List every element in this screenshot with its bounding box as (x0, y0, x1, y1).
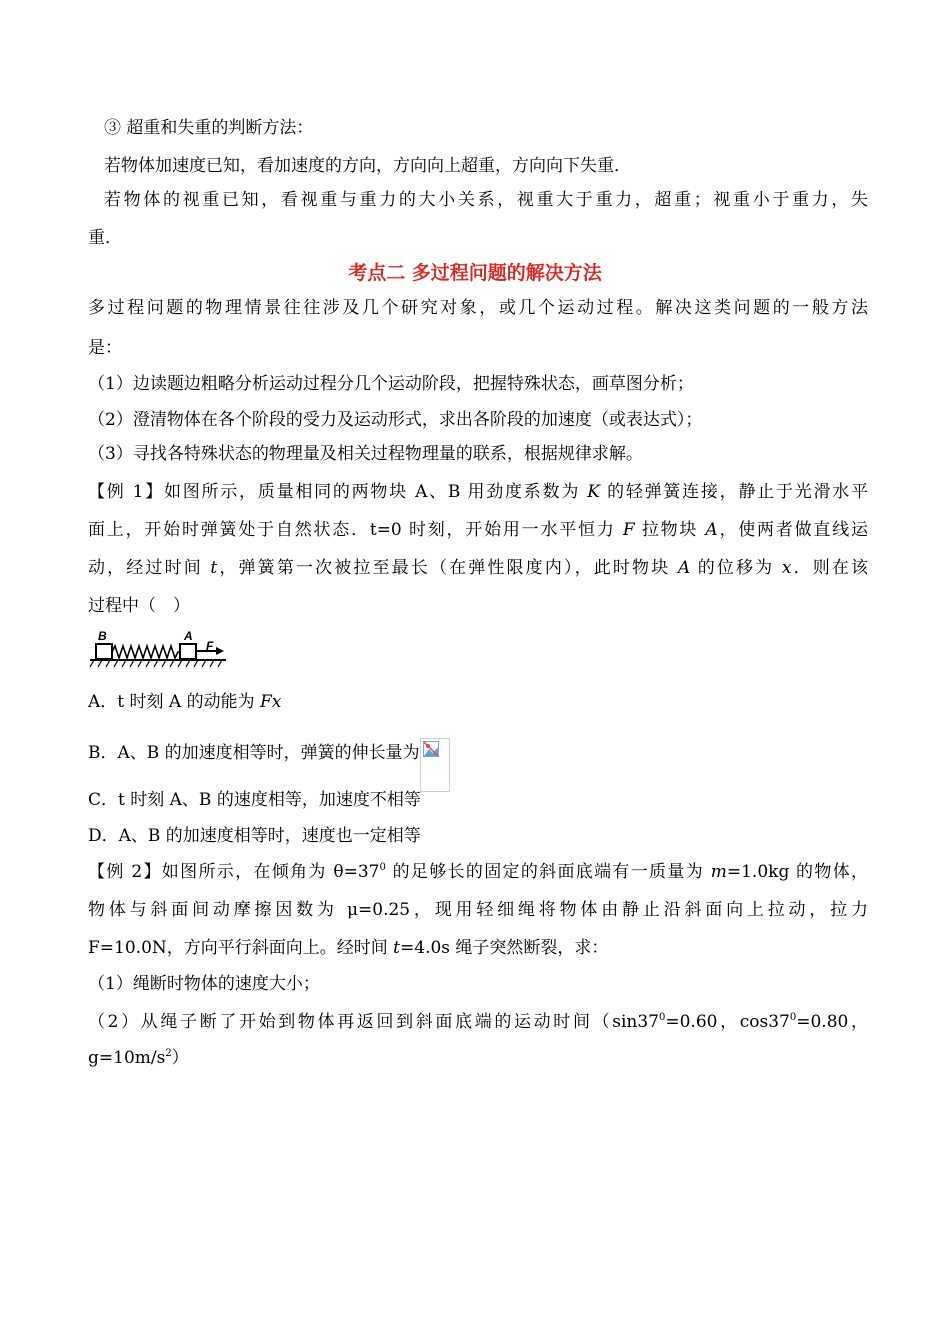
text-line: 若物体的视重已知，看视重与重力的大小关系，视重大于重力，超重；视重小于重力，失 (104, 190, 868, 210)
example2-line: 【例 2】如图所示，在倾角为 $\theta=37^0$ 的足够长的固定的斜面底端有一质量为 m=1.0kg 的物体， (88, 862, 869, 882)
text-line: 是： (88, 338, 122, 358)
example1-line: 过程中（ ） (88, 596, 190, 616)
spring (112, 646, 180, 658)
example1-line: 面上，开始时弹簧处于自然状态．t=0 时刻，开始用一水平恒力 F 拉物块 A，使两者做直线运 (88, 520, 869, 540)
question-2-continued: $g=10m/s^2$） (88, 1048, 189, 1068)
block-b (96, 644, 112, 659)
block-a (180, 644, 196, 659)
text-line: 多过程问题的物理情景往往涉及几个研究对象，或几个运动过程。解决这类问题的一般方法 (88, 298, 868, 318)
example2-line: F=10.0N，方向平行斜面向上。经时间 t=4.0s 绳子突然断裂，求： (88, 938, 609, 958)
figure-label-b: B (98, 629, 107, 643)
example2-line: 物体与斜面间动摩擦因数为 μ=0.25，现用轻细绳将物体由静止沿斜面向上拉动，拉力 (88, 900, 868, 920)
text-line: ③ 超重和失重的判断方法： (104, 118, 314, 138)
spring-block-figure (88, 626, 228, 670)
figure-label-f: F (206, 639, 214, 653)
force-arrowhead (216, 647, 224, 655)
question-1: （1）绳断时物体的速度大小； (88, 974, 320, 994)
option-d: D．A、B 的加速度相等时，速度也一定相等 (88, 826, 421, 846)
option-c: C．t 时刻 A、B 的速度相等，加速度不相等 (88, 790, 421, 810)
text-line: 重． (88, 228, 122, 248)
question-2: （2）从绳子断了开始到物体再返回到斜面底端的运动时间（$\sin 37^0=0.60$，$\cos 37^0=0.80$， (88, 1012, 868, 1032)
example1-line: 【例 1】如图所示，质量相同的两物块 A、B 用劲度系数为 K 的轻弹簧连接，静止于光滑水平 (88, 482, 868, 502)
figure-label-a: A (184, 629, 193, 643)
example1-line: 动，经过时间 t，弹簧第一次被拉至最长（在弹性限度内），此时物块 A 的位移为 x．则在该 (88, 558, 868, 578)
step-line: （3）寻找各特殊状态的物理量及相关过程物理量的联系，根据规律求解。 (88, 444, 643, 464)
option-a: A．t 时刻 A 的动能为 Fx (88, 692, 282, 712)
broken-image-icon (420, 738, 450, 792)
ground-hatching (90, 660, 222, 667)
option-b: B．A、B 的加速度相等时，弹簧的伸长量为 (88, 738, 868, 792)
section-heading: 考点二 多过程问题的解决方法 (348, 262, 602, 284)
step-line: （1）边读题边粗略分析运动过程分几个运动阶段，把握特殊状态，画草图分析； (88, 374, 694, 394)
step-line: （2）澄清物体在各个阶段的受力及运动形式，求出各阶段的加速度（或表达式）； (88, 410, 703, 430)
text-line: 若物体加速度已知，看加速度的方向，方向向上超重，方向向下失重． (104, 156, 631, 176)
